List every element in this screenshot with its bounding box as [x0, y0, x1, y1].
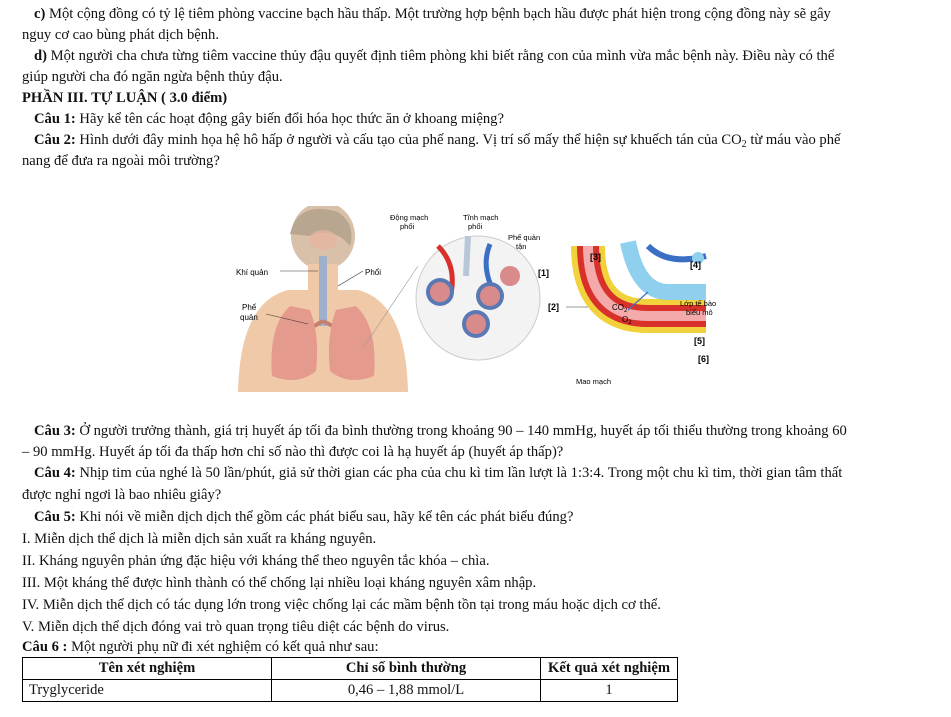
- question-3-cont: – 90 mmHg. Huyết áp tối đa thấp hơn chỉ số nào thì được coi là hạ huyết áp (huyết áp thấp)?: [22, 444, 564, 460]
- header-result: Kết quả xét nghiệm: [541, 658, 678, 680]
- statement-i: I. Miễn dịch thể dịch là miễn dịch sản xuất ra kháng nguyên.: [22, 531, 377, 547]
- header-normal-range: Chỉ số bình thường: [272, 658, 541, 680]
- cell-normal-range: 0,46 – 1,88 mmol/L: [272, 680, 541, 702]
- marker-2: [2]: [548, 302, 559, 312]
- statement-iii: III. Một kháng thể được hình thành có thể chống lại nhiều loại kháng nguyên xâm nhập.: [22, 575, 537, 591]
- statement-d: d) Một người cha chưa từng tiêm vaccine thủy đậu quyết định tiêm phòng khi biết rằng con của mình vừa mắc bệnh này. Điều này có thể: [34, 48, 835, 64]
- label-khi-quan: Khí quản: [236, 268, 269, 277]
- label-phe-quan-tan-1: Phế quản: [508, 233, 541, 242]
- question-6: Câu 6 : Một người phụ nữ đi xét nghiệm có kết quả như sau:: [22, 639, 379, 655]
- table-header-row: [23, 658, 678, 680]
- human-torso-illustration: [238, 206, 408, 392]
- statement-d-cont: giúp người cha đó ngăn ngừa bệnh thủy đậu.: [22, 69, 283, 85]
- marker-6: [6]: [698, 354, 709, 364]
- cell-result: 1: [541, 680, 678, 702]
- question-5: Câu 5: Khi nói về miễn dịch dịch thể gồm các phát biểu sau, hãy kể tên các phát biểu đúng?: [34, 509, 574, 525]
- table-row: [23, 680, 678, 702]
- question-2: Câu 2: Hình dưới đây minh họa hệ hô hấp ở người và cấu tạo của phế nang. Vị trí số mấy thể hiện sự khuếch tán của $CO_2$ từ máu vào phế: [34, 132, 841, 150]
- results-table: [22, 657, 678, 702]
- label-tinh-mach-2: phổi: [468, 222, 483, 231]
- label-o2: $O_2$: [622, 315, 632, 326]
- section-title: PHẦN III. TỰ LUẬN ( 3.0 điểm): [22, 90, 228, 106]
- alveoli-illustration: [416, 236, 540, 360]
- question-4-cont: được nghỉ ngơi là bao nhiêu giây?: [22, 487, 222, 503]
- header-test-name: Tên xét nghiệm: [23, 658, 272, 680]
- question-2-cont: nang để đưa ra ngoài môi trường?: [22, 153, 220, 169]
- cell-test-name: Tryglyceride: [23, 680, 272, 702]
- label-phoi: Phổi: [365, 268, 382, 277]
- label-phe-quan-tan-2: tận: [516, 242, 527, 251]
- statement-v: V. Miễn dịch thể dịch đóng vai trò quan trọng tiêu diệt các bệnh do virus.: [22, 619, 450, 635]
- label-lop-te-bao-2: biểu mô: [686, 308, 713, 317]
- statement-iv: IV. Miễn dịch thể dịch có tác dụng lớn trong việc chống lại các mầm bệnh tồn tại trong máu hoặc dịch cơ thể.: [22, 597, 661, 613]
- label-co2: $CO_2$: [612, 303, 628, 314]
- question-3: Câu 3: Ở người trưởng thành, giá trị huyết áp tối đa bình thường trong khoảng 90 – 140 mmHg, huyết áp tối thiểu thường trong khoảng 60: [34, 423, 847, 439]
- label-dong-mach-2: phổi: [400, 222, 415, 231]
- marker-4: [4]: [690, 260, 701, 270]
- question-1: Câu 1: Hãy kể tên các hoạt động gây biến đổi hóa học thức ăn ở khoang miệng?: [34, 111, 504, 127]
- marker-3: [3]: [590, 252, 601, 262]
- marker-5: [5]: [694, 336, 705, 346]
- label-lop-te-bao-1: Lớp tế bào: [680, 299, 717, 308]
- statement-c: c) Một cộng đồng có tỷ lệ tiêm phòng vaccine bạch hầu thấp. Một trường hợp bệnh bạch hầu được phát hiện trong cộng đồng này sẽ gây: [34, 6, 831, 22]
- respiratory-figure: [228, 206, 738, 392]
- question-4: Câu 4: Nhịp tim của nghé là 50 lần/phút, giả sử thời gian các pha của chu kì tim lần lượt là 1:3:4. Trong một chu kì tim, thời gian tâm thất: [34, 465, 843, 481]
- statement-ii: II. Kháng nguyên phản ứng đặc hiệu với kháng thể theo nguyên tắc khóa – chìa.: [22, 553, 490, 569]
- marker-1: [1]: [538, 268, 549, 278]
- label-mao-mach: Mao mạch: [576, 377, 612, 386]
- label-tinh-mach-1: Tĩnh mạch: [463, 213, 499, 222]
- statement-c-cont: nguy cơ cao bùng phát dịch bệnh.: [22, 27, 219, 43]
- label-phe-quan-2: quản: [240, 313, 258, 322]
- label-dong-mach-1: Động mạch: [390, 213, 429, 222]
- label-phe-quan-1: Phế: [242, 303, 257, 312]
